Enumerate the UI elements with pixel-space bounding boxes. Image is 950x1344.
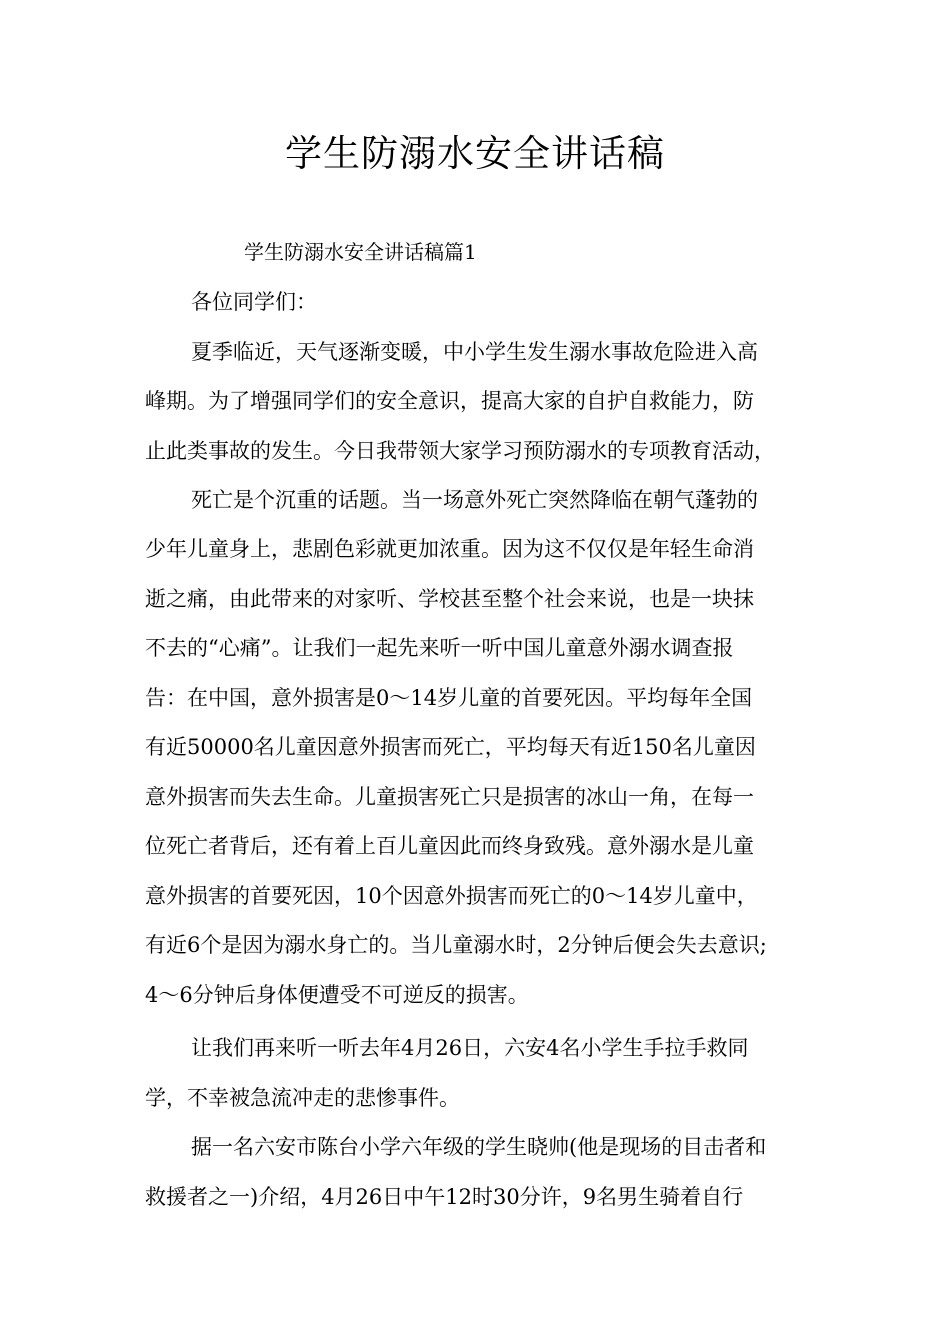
document-title: 学生防溺水安全讲话稿 — [285, 132, 665, 175]
paragraph-line: 意外损害的首要死因，10个因意外损害而死亡的0～14岁儿童中， — [145, 884, 758, 908]
paragraph-line: 据一名六安市陈台小学六年级的学生晓帅(他是现场的目击者和 — [191, 1135, 767, 1159]
paragraph-line: 让我们再来听一听去年4月26日，六安4名小学生手拉手救同 — [191, 1036, 749, 1060]
paragraph-line: 不去的“心痛”。让我们一起先来听一听中国儿童意外溺水调查报 — [145, 636, 734, 660]
paragraph-line: 夏季临近，天气逐渐变暖，中小学生发生溺水事故危险进入高 — [191, 340, 758, 364]
paragraph-line: 有近50000名儿童因意外损害而死亡，平均每天有近150名儿童因 — [145, 735, 756, 759]
paragraph-line: 4～6分钟后身体便遭受不可逆反的损害。 — [145, 983, 529, 1007]
paragraph-line: 死亡是个沉重的话题。当一场意外死亡突然降临在朝气蓬勃的 — [191, 488, 758, 512]
paragraph-line: 学，不幸被急流冲走的悲惨事件。 — [145, 1086, 460, 1110]
paragraph-line: 逝之痛，由此带来的对家听、学校甚至整个社会来说，也是一块抹 — [145, 587, 754, 611]
salutation: 各位同学们： — [191, 290, 317, 314]
paragraph-line: 止此类事故的发生。今日我带领大家学习预防溺水的专项教育活动， — [145, 439, 775, 463]
paragraph-line: 峰期。为了增强同学们的安全意识，提高大家的自护自救能力，防 — [145, 389, 754, 413]
paragraph-line: 位死亡者背后，还有着上百儿童因此而终身致残。意外溺水是儿童 — [145, 834, 754, 858]
paragraph-line: 有近6个是因为溺水身亡的。当儿童溺水时，2分钟后便会失去意识; — [145, 933, 767, 957]
paragraph-line: 意外损害而失去生命。儿童损害死亡只是损害的冰山一角，在每一 — [145, 785, 754, 809]
paragraph-line: 少年儿童身上，悲剧色彩就更加浓重。因为这不仅仅是年轻生命消 — [145, 537, 754, 561]
paragraph-line: 告：在中国，意外损害是0～14岁儿童的首要死因。平均每年全国 — [145, 686, 753, 710]
paragraph-line: 救援者之一)介绍，4月26日中午12时30分许，9名男生骑着自行 — [145, 1185, 744, 1209]
document-subtitle: 学生防溺水安全讲话稿篇1 — [244, 240, 477, 264]
